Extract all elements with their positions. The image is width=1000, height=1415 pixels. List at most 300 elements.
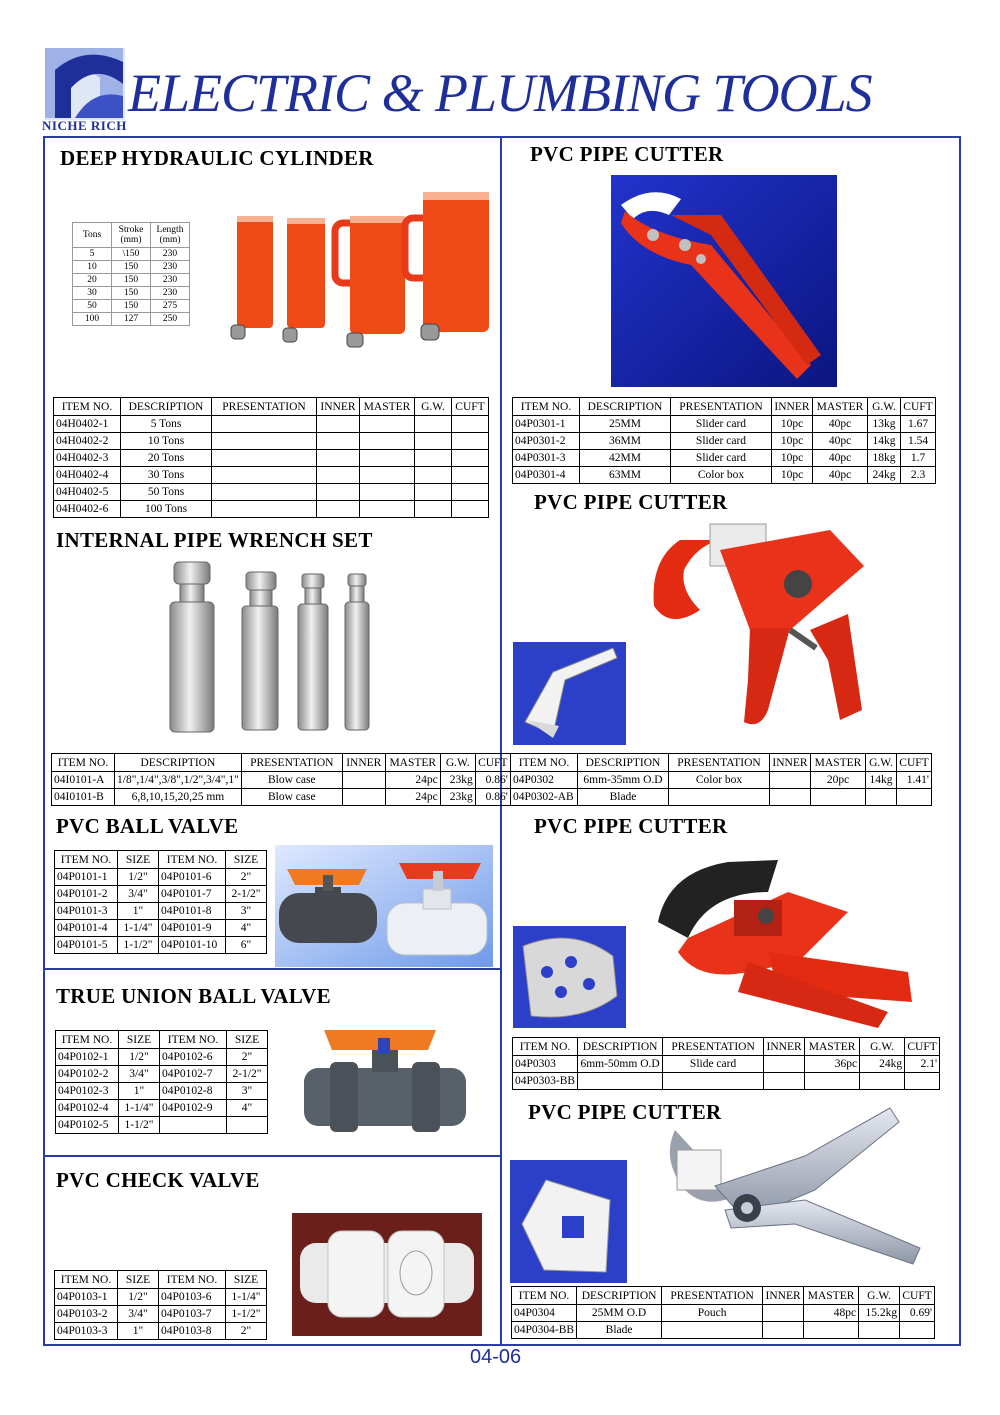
table-cell: 1" <box>118 1323 159 1340</box>
table-cell: 04P0102-4 <box>56 1100 119 1117</box>
table-cell: 1.54 <box>901 433 936 450</box>
blade-2-image <box>513 642 626 745</box>
table-cell <box>212 501 317 518</box>
spec-row <box>73 248 190 261</box>
table-cell: 25MM O.D <box>577 1305 662 1322</box>
spec-cell: 30 <box>73 287 112 300</box>
spec-cell: 127 <box>112 313 151 326</box>
table-cell <box>764 1073 805 1090</box>
table-cell: 04P0101-1 <box>55 869 118 886</box>
column-header: INNER <box>764 1038 805 1056</box>
pipe-cutter-3-table <box>512 1037 940 1090</box>
table-cell: 04P0103-3 <box>55 1323 118 1340</box>
table-cell: 10pc <box>772 433 813 450</box>
table-cell <box>452 467 489 484</box>
table-header-row <box>56 1031 268 1049</box>
pipe-cutter-4-image <box>655 1100 925 1280</box>
table-cell: 04H0402-6 <box>54 501 121 518</box>
table-row <box>54 450 489 467</box>
table-cell: 04P0103-6 <box>159 1289 226 1306</box>
column-header: PRESENTATION <box>671 398 772 416</box>
table-row <box>513 467 936 484</box>
spec-header-row <box>73 223 190 248</box>
table-cell: 04P0101-9 <box>159 920 226 937</box>
pipe-wrench-set-image <box>148 552 383 747</box>
column-header: MASTER <box>804 1287 859 1305</box>
table-cell: 04I0101-A <box>52 772 115 789</box>
spec-cell: \150 <box>112 248 151 261</box>
column-header: CUFT <box>897 754 932 772</box>
table-cell: Blow case <box>241 789 342 806</box>
column-header: PRESENTATION <box>662 1287 763 1305</box>
table-cell: 04P0304-BB <box>512 1322 577 1339</box>
table-cell: 04H0402-1 <box>54 416 121 433</box>
column-header: INNER <box>770 754 811 772</box>
column-header: INNER <box>763 1287 804 1305</box>
table-cell: 04P0102-3 <box>56 1083 119 1100</box>
table-cell: Slider card <box>671 450 772 467</box>
table-cell <box>317 450 360 467</box>
table-row <box>55 1323 267 1340</box>
column-header: MASTER <box>360 398 415 416</box>
spec-cell: 10 <box>73 261 112 274</box>
column-header: ITEM NO. <box>54 398 121 416</box>
table-cell <box>227 1117 268 1134</box>
section-divider <box>43 1155 501 1157</box>
column-header: DESCRIPTION <box>115 754 242 772</box>
table-cell: 1/8",1/4",3/8",1/2",3/4",1" <box>115 772 242 789</box>
blade-4-image <box>510 1160 627 1283</box>
section-title-pipe-cutter-2: PVC PIPE CUTTER <box>534 490 728 514</box>
table-cell: 10 Tons <box>121 433 212 450</box>
table-cell: 04H0402-2 <box>54 433 121 450</box>
column-header: CUFT <box>475 754 510 772</box>
spec-row <box>73 287 190 300</box>
spec-cell: 230 <box>151 287 190 300</box>
pipe-cutter-1-image <box>611 175 837 387</box>
table-cell <box>900 1322 935 1339</box>
column-header: DESCRIPTION <box>580 398 671 416</box>
column-header: PRESENTATION <box>669 754 770 772</box>
column-header: CUFT <box>905 1038 940 1056</box>
table-cell: 3" <box>226 903 267 920</box>
column-header: G.W. <box>415 398 452 416</box>
column-header: ITEM NO. <box>513 1038 578 1056</box>
table-cell: 13kg <box>868 416 901 433</box>
section-title-pipe-cutter-1: PVC PIPE CUTTER <box>530 142 724 166</box>
table-cell: 10pc <box>772 416 813 433</box>
column-header: G.W. <box>440 754 475 772</box>
table-cell: 24kg <box>860 1056 905 1073</box>
table-cell: 4" <box>227 1100 268 1117</box>
table-cell: 04H0402-3 <box>54 450 121 467</box>
table-cell <box>342 772 385 789</box>
table-cell: 14kg <box>866 772 897 789</box>
table-cell: 30 Tons <box>121 467 212 484</box>
table-cell: 2.3 <box>901 467 936 484</box>
table-cell <box>415 467 452 484</box>
table-cell <box>415 433 452 450</box>
table-cell <box>317 433 360 450</box>
section-divider <box>43 968 501 970</box>
table-row <box>512 1322 935 1339</box>
table-cell <box>763 1305 804 1322</box>
table-cell <box>212 433 317 450</box>
spec-cell: 230 <box>151 274 190 287</box>
table-row <box>56 1066 268 1083</box>
table-cell: 6,8,10,15,20,25 mm <box>115 789 242 806</box>
table-cell: 04P0102-5 <box>56 1117 119 1134</box>
column-header: INNER <box>317 398 360 416</box>
section-title-union-valve: TRUE UNION BALL VALVE <box>56 984 331 1008</box>
table-cell: 20 Tons <box>121 450 212 467</box>
table-cell <box>578 1073 663 1090</box>
check-valve-image <box>292 1213 482 1336</box>
table-cell <box>897 789 932 806</box>
table-cell: 1/2" <box>118 869 159 886</box>
table-cell: 36pc <box>805 1056 860 1073</box>
table-cell: Slider card <box>671 433 772 450</box>
table-cell: 2" <box>226 869 267 886</box>
table-cell: 1.67 <box>901 416 936 433</box>
table-cell: Blade <box>577 1322 662 1339</box>
table-row <box>52 789 511 806</box>
table-row <box>513 450 936 467</box>
table-cell: 48pc <box>804 1305 859 1322</box>
table-cell: 18kg <box>868 450 901 467</box>
spec-row <box>73 313 190 326</box>
pipe-cutter-3-image <box>648 852 920 1032</box>
table-cell: 04P0102-1 <box>56 1049 119 1066</box>
table-cell <box>452 501 489 518</box>
table-cell: Slide card <box>663 1056 764 1073</box>
table-cell <box>317 467 360 484</box>
table-cell <box>452 484 489 501</box>
pipe-cutter-1-table <box>512 397 936 484</box>
table-cell <box>452 433 489 450</box>
table-cell: 3/4" <box>118 886 159 903</box>
page-banner-title: ELECTRIC & PLUMBING TOOLS <box>128 63 872 123</box>
table-row <box>513 433 936 450</box>
table-cell <box>859 1322 900 1339</box>
table-cell: 04P0102-6 <box>160 1049 227 1066</box>
table-cell: Pouch <box>662 1305 763 1322</box>
table-cell <box>860 1073 905 1090</box>
table-cell <box>212 467 317 484</box>
table-cell: 10pc <box>772 450 813 467</box>
table-cell: Color box <box>669 772 770 789</box>
table-cell: 04P0101-4 <box>55 920 118 937</box>
table-row <box>512 1305 935 1322</box>
table-cell: 1/2" <box>119 1049 160 1066</box>
table-cell: 04I0101-B <box>52 789 115 806</box>
table-cell <box>804 1322 859 1339</box>
column-header: SIZE <box>118 851 159 869</box>
column-header: ITEM NO. <box>55 1271 118 1289</box>
table-cell: 6mm-50mm O.D <box>578 1056 663 1073</box>
table-cell: 04P0303-BB <box>513 1073 578 1090</box>
column-header: SIZE <box>226 1271 267 1289</box>
table-cell: 6mm-35mm O.D <box>578 772 669 789</box>
table-row <box>55 1306 267 1323</box>
column-header: G.W. <box>866 754 897 772</box>
spec-row <box>73 274 190 287</box>
table-cell: 23kg <box>440 772 475 789</box>
table-cell: 4" <box>226 920 267 937</box>
table-header-row <box>513 1038 940 1056</box>
column-header: INNER <box>342 754 385 772</box>
table-cell: 04P0102-7 <box>160 1066 227 1083</box>
table-cell: 04P0103-8 <box>159 1323 226 1340</box>
spec-cell: 50 <box>73 300 112 313</box>
column-header: ITEM NO. <box>511 754 578 772</box>
table-cell: 04P0301-1 <box>513 416 580 433</box>
table-cell: 04P0303 <box>513 1056 578 1073</box>
column-divider <box>500 136 502 1346</box>
table-cell: 42MM <box>580 450 671 467</box>
table-cell <box>360 450 415 467</box>
spec-cell: 150 <box>112 261 151 274</box>
table-row <box>511 772 932 789</box>
column-header: SIZE <box>226 851 267 869</box>
column-header: DESCRIPTION <box>121 398 212 416</box>
table-row <box>513 1073 940 1090</box>
table-cell: 40pc <box>813 450 868 467</box>
column-header: ITEM NO. <box>55 851 118 869</box>
column-header: DESCRIPTION <box>578 754 669 772</box>
section-title-check-valve: PVC CHECK VALVE <box>56 1168 260 1192</box>
table-cell: 2" <box>226 1323 267 1340</box>
spec-row <box>73 261 190 274</box>
table-cell: 2" <box>227 1049 268 1066</box>
table-cell: 04P0101-6 <box>159 869 226 886</box>
table-cell: Slider card <box>671 416 772 433</box>
table-cell: 04P0304 <box>512 1305 577 1322</box>
ball-valve-image <box>275 845 493 967</box>
table-cell: Blade <box>578 789 669 806</box>
column-header: ITEM NO. <box>159 851 226 869</box>
table-cell: 04P0301-4 <box>513 467 580 484</box>
table-row <box>56 1083 268 1100</box>
table-cell: 04P0302 <box>511 772 578 789</box>
page-number: 04-06 <box>470 1346 522 1368</box>
table-cell <box>360 433 415 450</box>
table-cell: 04P0301-3 <box>513 450 580 467</box>
ball-valve-table <box>54 850 267 954</box>
table-cell <box>212 484 317 501</box>
column-header: SIZE <box>118 1271 159 1289</box>
spec-cell: 250 <box>151 313 190 326</box>
table-cell <box>866 789 897 806</box>
table-cell: 25MM <box>580 416 671 433</box>
column-header: DESCRIPTION <box>578 1038 663 1056</box>
table-cell: 04P0103-2 <box>55 1306 118 1323</box>
table-row <box>55 920 267 937</box>
section-title-pipe-wrench: INTERNAL PIPE WRENCH SET <box>56 528 373 552</box>
table-header-row <box>54 398 489 416</box>
table-cell: 04P0103-1 <box>55 1289 118 1306</box>
table-cell <box>317 501 360 518</box>
table-row <box>56 1049 268 1066</box>
table-header-row <box>55 851 267 869</box>
table-cell: 1-1/2" <box>119 1117 160 1134</box>
table-cell: 40pc <box>813 467 868 484</box>
section-title-pipe-cutter-3: PVC PIPE CUTTER <box>534 814 728 838</box>
pipe-cutter-2-image <box>640 510 880 740</box>
table-row <box>56 1100 268 1117</box>
table-cell <box>662 1322 763 1339</box>
table-cell <box>415 450 452 467</box>
table-cell: 1" <box>118 903 159 920</box>
table-cell <box>452 416 489 433</box>
table-row <box>54 501 489 518</box>
table-cell: 04P0101-7 <box>159 886 226 903</box>
table-cell: 0.69' <box>900 1305 935 1322</box>
table-cell: 3/4" <box>118 1306 159 1323</box>
column-header: SIZE <box>227 1031 268 1049</box>
column-header: ITEM NO. <box>52 754 115 772</box>
table-row <box>55 903 267 920</box>
spec-cell: 275 <box>151 300 190 313</box>
table-cell: 04H0402-5 <box>54 484 121 501</box>
column-header: CUFT <box>901 398 936 416</box>
table-row <box>55 937 267 954</box>
hydraulic-cylinder-table <box>53 397 489 518</box>
table-row <box>55 869 267 886</box>
table-cell: 100 Tons <box>121 501 212 518</box>
spec-cell: 100 <box>73 313 112 326</box>
table-cell: 2.1' <box>905 1056 940 1073</box>
table-cell <box>452 450 489 467</box>
table-cell: 0.86' <box>475 789 510 806</box>
table-cell <box>160 1117 227 1134</box>
spec-cell: 20 <box>73 274 112 287</box>
table-cell: 04P0302-AB <box>511 789 578 806</box>
table-cell: 10pc <box>772 467 813 484</box>
column-header: G.W. <box>860 1038 905 1056</box>
table-cell: 1.41' <box>897 772 932 789</box>
cylinder-spec-table <box>72 222 190 326</box>
column-header: INNER <box>772 398 813 416</box>
table-cell: 04P0103-7 <box>159 1306 226 1323</box>
table-cell: 1.7 <box>901 450 936 467</box>
column-header: DESCRIPTION <box>577 1287 662 1305</box>
table-cell <box>212 416 317 433</box>
table-cell: 24pc <box>385 789 440 806</box>
table-cell <box>360 484 415 501</box>
table-cell: 04P0101-8 <box>159 903 226 920</box>
table-cell: 0.86' <box>475 772 510 789</box>
spec-cell: 150 <box>112 274 151 287</box>
table-cell: 36MM <box>580 433 671 450</box>
column-header: MASTER <box>385 754 440 772</box>
table-cell: 23kg <box>440 789 475 806</box>
table-cell: 04H0402-4 <box>54 467 121 484</box>
blade-3-image <box>513 926 626 1028</box>
table-cell: 04P0102-8 <box>160 1083 227 1100</box>
table-cell: 04P0101-2 <box>55 886 118 903</box>
pipe-cutter-2-table <box>510 753 932 806</box>
table-row <box>511 789 932 806</box>
column-header: G.W. <box>868 398 901 416</box>
column-header: ITEM NO. <box>159 1271 226 1289</box>
union-valve-table <box>55 1030 268 1134</box>
table-cell: 1" <box>119 1083 160 1100</box>
table-cell <box>669 789 770 806</box>
table-cell: 40pc <box>813 416 868 433</box>
table-cell <box>805 1073 860 1090</box>
table-cell <box>360 467 415 484</box>
spec-row <box>73 300 190 313</box>
column-header: G.W. <box>859 1287 900 1305</box>
column-header: ITEM NO. <box>160 1031 227 1049</box>
table-cell: 1-1/2" <box>118 937 159 954</box>
table-cell <box>415 501 452 518</box>
table-cell: 04P0102-2 <box>56 1066 119 1083</box>
spec-cell: 150 <box>112 287 151 300</box>
union-valve-image <box>300 1020 470 1146</box>
section-title-ball-valve: PVC BALL VALVE <box>56 814 239 838</box>
table-cell: 2-1/2" <box>227 1066 268 1083</box>
check-valve-table <box>54 1270 267 1340</box>
table-cell: 24kg <box>868 467 901 484</box>
table-cell: 1/2" <box>118 1289 159 1306</box>
table-cell: 04P0101-10 <box>159 937 226 954</box>
table-cell: Color box <box>671 467 772 484</box>
pipe-cutter-4-table <box>511 1286 935 1339</box>
table-cell <box>317 484 360 501</box>
table-cell: 50 Tons <box>121 484 212 501</box>
table-cell: 1-1/2" <box>226 1306 267 1323</box>
logo-text: NICHE RICH <box>42 118 127 133</box>
table-header-row <box>513 398 936 416</box>
table-cell <box>415 484 452 501</box>
table-cell: 63MM <box>580 467 671 484</box>
table-row <box>513 416 936 433</box>
column-header: MASTER <box>813 398 868 416</box>
column-header: MASTER <box>805 1038 860 1056</box>
spec-header: Tons <box>73 223 112 248</box>
column-header: ITEM NO. <box>56 1031 119 1049</box>
table-cell: 15.2kg <box>859 1305 900 1322</box>
table-row <box>55 886 267 903</box>
table-cell: 1-1/4" <box>226 1289 267 1306</box>
table-row <box>54 484 489 501</box>
table-cell: 3" <box>227 1083 268 1100</box>
table-cell <box>905 1073 940 1090</box>
table-cell: 04P0101-3 <box>55 903 118 920</box>
table-row <box>56 1117 268 1134</box>
table-cell: 5 Tons <box>121 416 212 433</box>
table-cell <box>663 1073 764 1090</box>
spec-cell: 150 <box>112 300 151 313</box>
table-cell <box>360 416 415 433</box>
table-row <box>55 1289 267 1306</box>
table-cell: Blow case <box>241 772 342 789</box>
pipe-wrench-table <box>51 753 511 806</box>
table-header-row <box>511 754 932 772</box>
table-row <box>54 433 489 450</box>
table-row <box>54 416 489 433</box>
column-header: CUFT <box>900 1287 935 1305</box>
spec-header: Stroke (mm) <box>112 223 151 248</box>
table-cell <box>811 789 866 806</box>
hydraulic-cylinder-image <box>225 188 495 353</box>
table-cell: 04P0301-2 <box>513 433 580 450</box>
table-cell <box>360 501 415 518</box>
column-header: PRESENTATION <box>663 1038 764 1056</box>
table-cell <box>212 450 317 467</box>
